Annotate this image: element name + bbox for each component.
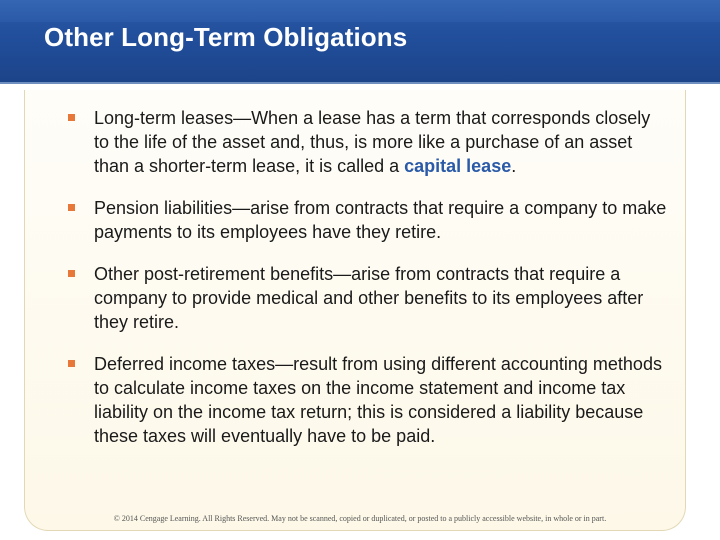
- square-bullet-icon: [68, 204, 75, 211]
- square-bullet-icon: [68, 270, 75, 277]
- bullet-text-end: .: [511, 156, 517, 176]
- bullet-text: Other post-retirement benefits—arise from contracts that require a company to provide medical and other benefits to its employees after they retire.: [94, 264, 644, 332]
- square-bullet-icon: [68, 360, 75, 367]
- copyright-footer: © 2014 Cengage Learning. All Rights Reserved. May not be scanned, copied or duplicated, or posted to a publicly accessible website, in whole or in part.: [113, 514, 607, 523]
- bullet-text: Pension liabilities—arise from contracts that require a company to make payments to its employees have they retire.: [94, 198, 667, 242]
- bullet-list: [68, 106, 668, 466]
- bullet-text: Deferred income taxes—result from using different accounting methods to calculate income taxes on the income statement and income tax liability on the income tax return; this is considered a liability because these taxes will eventually have to be paid.: [94, 354, 662, 446]
- slide-title: Other Long-Term Obligations: [44, 22, 408, 52]
- bullet-item-pension-liabilities: [68, 196, 668, 244]
- bullet-item-deferred-income-taxes: [68, 352, 668, 448]
- title-bar-highlight: [0, 0, 720, 22]
- bullet-text: Long-term leases—When a lease has a term that corresponds closely to the life of the asset and, thus, is more like a purchase of an asset than a shorter-term lease, it is called a: [94, 108, 651, 176]
- key-term-capital-lease: capital lease: [404, 156, 512, 176]
- title-bar: [0, 0, 720, 84]
- bullet-item-long-term-leases: [68, 106, 668, 178]
- square-bullet-icon: [68, 114, 75, 121]
- bullet-item-post-retirement-benefits: [68, 262, 668, 334]
